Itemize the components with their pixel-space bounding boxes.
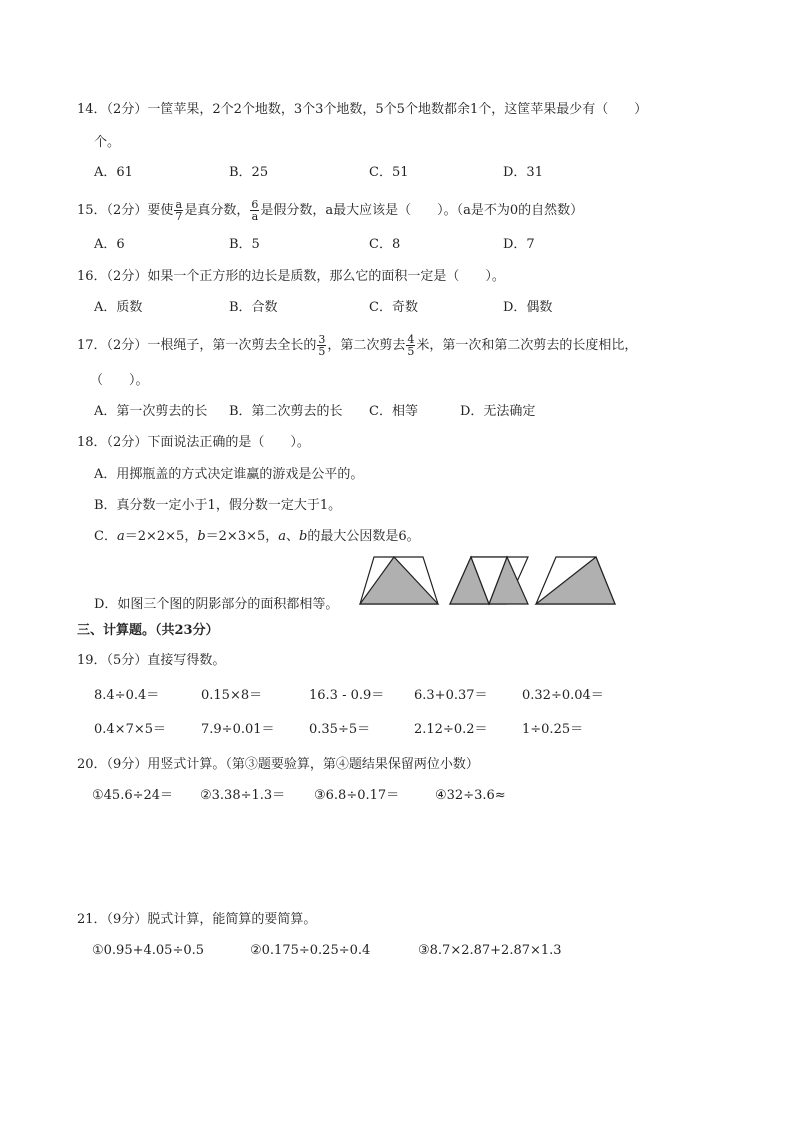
q21-item: ②0.175÷0.25÷0.4 [250, 943, 371, 958]
q19-item: 8.4÷0.4＝ [94, 688, 160, 703]
q15-option-b[interactable]: B．5 [229, 237, 260, 252]
q18-option-a[interactable]: A．用掷瓶盖的方式决定谁赢的游戏是公平的。 [94, 467, 364, 482]
q14-stem-cont: 个。 [94, 135, 121, 150]
q19-item: 6.3+0.37＝ [414, 688, 488, 703]
q16-option-c[interactable]: C．奇数 [369, 300, 418, 315]
q19-title: 19．（5分）直接写得数。 [77, 653, 226, 668]
section-3-heading: 三、计算题。（共23分） [77, 623, 219, 638]
figure-2-parallelogram [450, 557, 528, 604]
q17-option-b[interactable]: B．第二次剪去的长 [229, 404, 343, 419]
q17-option-a[interactable]: A．第一次剪去的长 [94, 404, 208, 419]
q14-stem: 14．（2分）一筐苹果，2个2个地数，3个3个地数，5个5个地数都余1个，这筐苹果最少有（ ） [77, 102, 648, 117]
q20-title: 20．（9分）用竖式计算。（第③题要验算，第④题结果保留两位小数） [77, 757, 479, 772]
q19-item: 0.35÷5＝ [309, 722, 371, 737]
q19-item: 0.32÷0.04＝ [522, 688, 604, 703]
q19-item: 2.12÷0.2＝ [414, 722, 488, 737]
q15-option-a[interactable]: A．6 [94, 237, 125, 252]
fraction-3-over-5: $\frac{3}{5}$ [318, 333, 326, 358]
shaded-figures [356, 554, 618, 608]
q15-stem: 15．（2分）要使 $\frac{a}{7}$ 是真分数， $\frac{6}{a}$ 是假分数，a最大应该是（ ）。（a是不为0的自然数） [77, 198, 584, 223]
q17-option-d[interactable]: D．无法确定 [460, 404, 536, 419]
q14-option-c[interactable]: C．51 [369, 165, 409, 180]
q21-title: 21．（9分）脱式计算，能简算的要简算。 [77, 912, 317, 927]
q16-option-b[interactable]: B．合数 [229, 300, 278, 315]
q18-option-c[interactable]: C．a＝2×2×5，b＝2×3×5，a、b的最大公因数是6。 [94, 529, 420, 544]
q20-item: ①45.6÷24＝ [92, 788, 174, 803]
q18-stem: 18．（2分）下面说法正确的是（ ）。 [77, 435, 310, 450]
fraction-4-over-5: $\frac{4}{5}$ [407, 333, 415, 358]
q20-item: ②3.38÷1.3＝ [200, 788, 286, 803]
q15-option-d[interactable]: D．7 [503, 237, 535, 252]
q21-item: ③8.7×2.87+2.87×1.3 [418, 943, 562, 958]
q16-option-d[interactable]: D．偶数 [503, 300, 553, 315]
q16-stem: 16．（2分）如果一个正方形的边长是质数，那么它的面积一定是（ ）。 [77, 269, 505, 284]
q17-option-c[interactable]: C．相等 [369, 404, 418, 419]
fraction-a-over-7: $\frac{a}{7}$ [175, 198, 183, 223]
q19-item: 1÷0.25＝ [522, 722, 584, 737]
q18-option-d[interactable]: D．如图三个图的阴影部分的面积都相等。 [94, 597, 339, 612]
q19-item: 0.15×8＝ [201, 688, 263, 703]
q17-stem-cont: （ ）。 [90, 373, 149, 388]
q19-item: 16.3 - 0.9＝ [309, 688, 385, 703]
q18-option-b[interactable]: B．真分数一定小于1，假分数一定大于1。 [94, 498, 342, 513]
figure-3-trapezoid [536, 557, 615, 604]
q14-option-d[interactable]: D．31 [503, 165, 543, 180]
q19-item: 0.4×7×5＝ [94, 722, 167, 737]
q19-item: 7.9÷0.01＝ [201, 722, 275, 737]
fraction-6-over-a: $\frac{6}{a}$ [251, 198, 259, 223]
q20-item: ③6.8÷0.17＝ [314, 788, 400, 803]
q14-option-a[interactable]: A．61 [94, 165, 133, 180]
q14-option-b[interactable]: B．25 [229, 165, 269, 180]
q16-option-a[interactable]: A．质数 [94, 300, 143, 315]
q15-option-c[interactable]: C．8 [369, 237, 401, 252]
q17-stem: 17．（2分）一根绳子，第一次剪去全长的 $\frac{3}{5}$ ，第二次剪去 $\frac{4}{5}$ 米，第一次和第二次剪去的长度相比， [77, 333, 638, 358]
q21-item: ①0.95+4.05÷0.5 [92, 943, 205, 958]
figure-1-trapezoid [360, 557, 438, 604]
q20-item: ④32÷3.6≈ [435, 788, 506, 803]
